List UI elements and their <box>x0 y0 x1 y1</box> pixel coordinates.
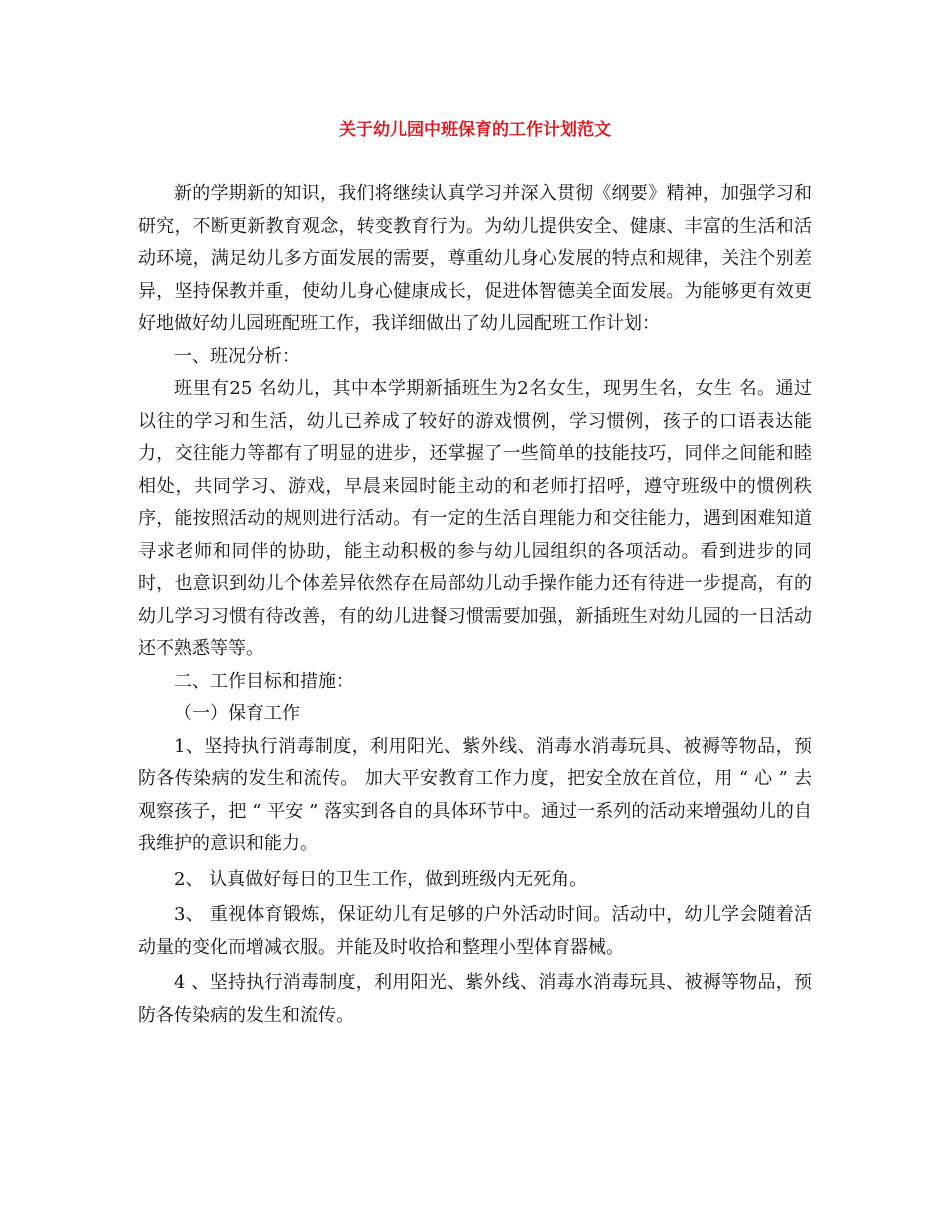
section-heading-goals-measures: 二、工作目标和措施： <box>174 670 354 692</box>
care-item-1: 1、坚持执行消毒制度，利用阳光、紫外线、消毒水消毒玩具、被褥等物品，预防各传染病的发生和流传。 加大平安教育工作力度，把安全放在首位，用 “ 心 ” 去观察孩子，把 “ 平安 ” 落实到各自的具体环节中。通过一系列的活动来增强幼儿的自我维护的意识和能力。 <box>138 735 812 854</box>
subsection-heading-care-work: （一）保育工作 <box>174 703 300 724</box>
section-heading-class-analysis: 一、班况分析： <box>174 345 300 367</box>
care-item-4: 4 、坚持执行消毒制度，利用阳光、紫外线、消毒水消毒玩具、被褥等物品，预防各传染病的发生和流传。 <box>138 972 812 1026</box>
class-analysis-paragraph: 班里有25 名幼儿，其中本学期新插班生为2名女生，现男生名，女生 名。通过以往的学习和生活，幼儿已养成了较好的游戏惯例，学习惯例，孩子的口语表达能力，交往能力等都有了明显的进步，还掌握了一些简单的技能技巧，同伴之间能和睦相处，共同学习、游戏，早晨来园时能主动的和老师打招呼，遵守班级中的惯例秩序，能按照活动的规则进行活动。有一定的生活自理能力和交往能力，遇到困难知道寻求老师和同伴的协助，能主动积极的参与幼儿园组织的各项活动。看到进步的同时，也意识到幼儿个体差异依然存在局部幼儿动手操作能力还有待进一步提高，有的幼儿学习习惯有待改善，有的幼儿进餐习惯需要加强，新插班生对幼儿园的一日活动还不熟悉等等。 <box>138 378 812 659</box>
care-item-3: 3、 重视体育锻炼，保证幼儿有足够的户外活动时间。活动中，幼儿学会随着活动量的变化而增减衣服。并能及时收拾和整理小型体育器械。 <box>138 904 812 958</box>
document-title: 关于幼儿园中班保育的工作计划范文 <box>339 120 611 140</box>
intro-paragraph: 新的学期新的知识，我们将继续认真学习并深入贯彻《纲要》精神，加强学习和研究，不断更新教育观念，转变教育行为。为幼儿提供安全、健康、丰富的生活和活动环境，满足幼儿多方面发展的需要，尊重幼儿身心发展的特点和规律，关注个别差异，坚持保教并重，使幼儿身心健康成长，促进体智德美全面发展。为能够更有效更好地做好幼儿园班配班工作，我详细做出了幼儿园配班工作计划： <box>138 183 812 334</box>
care-item-2: 2、 认真做好每日的卫生工作，做到班级内无死角。 <box>174 868 588 890</box>
